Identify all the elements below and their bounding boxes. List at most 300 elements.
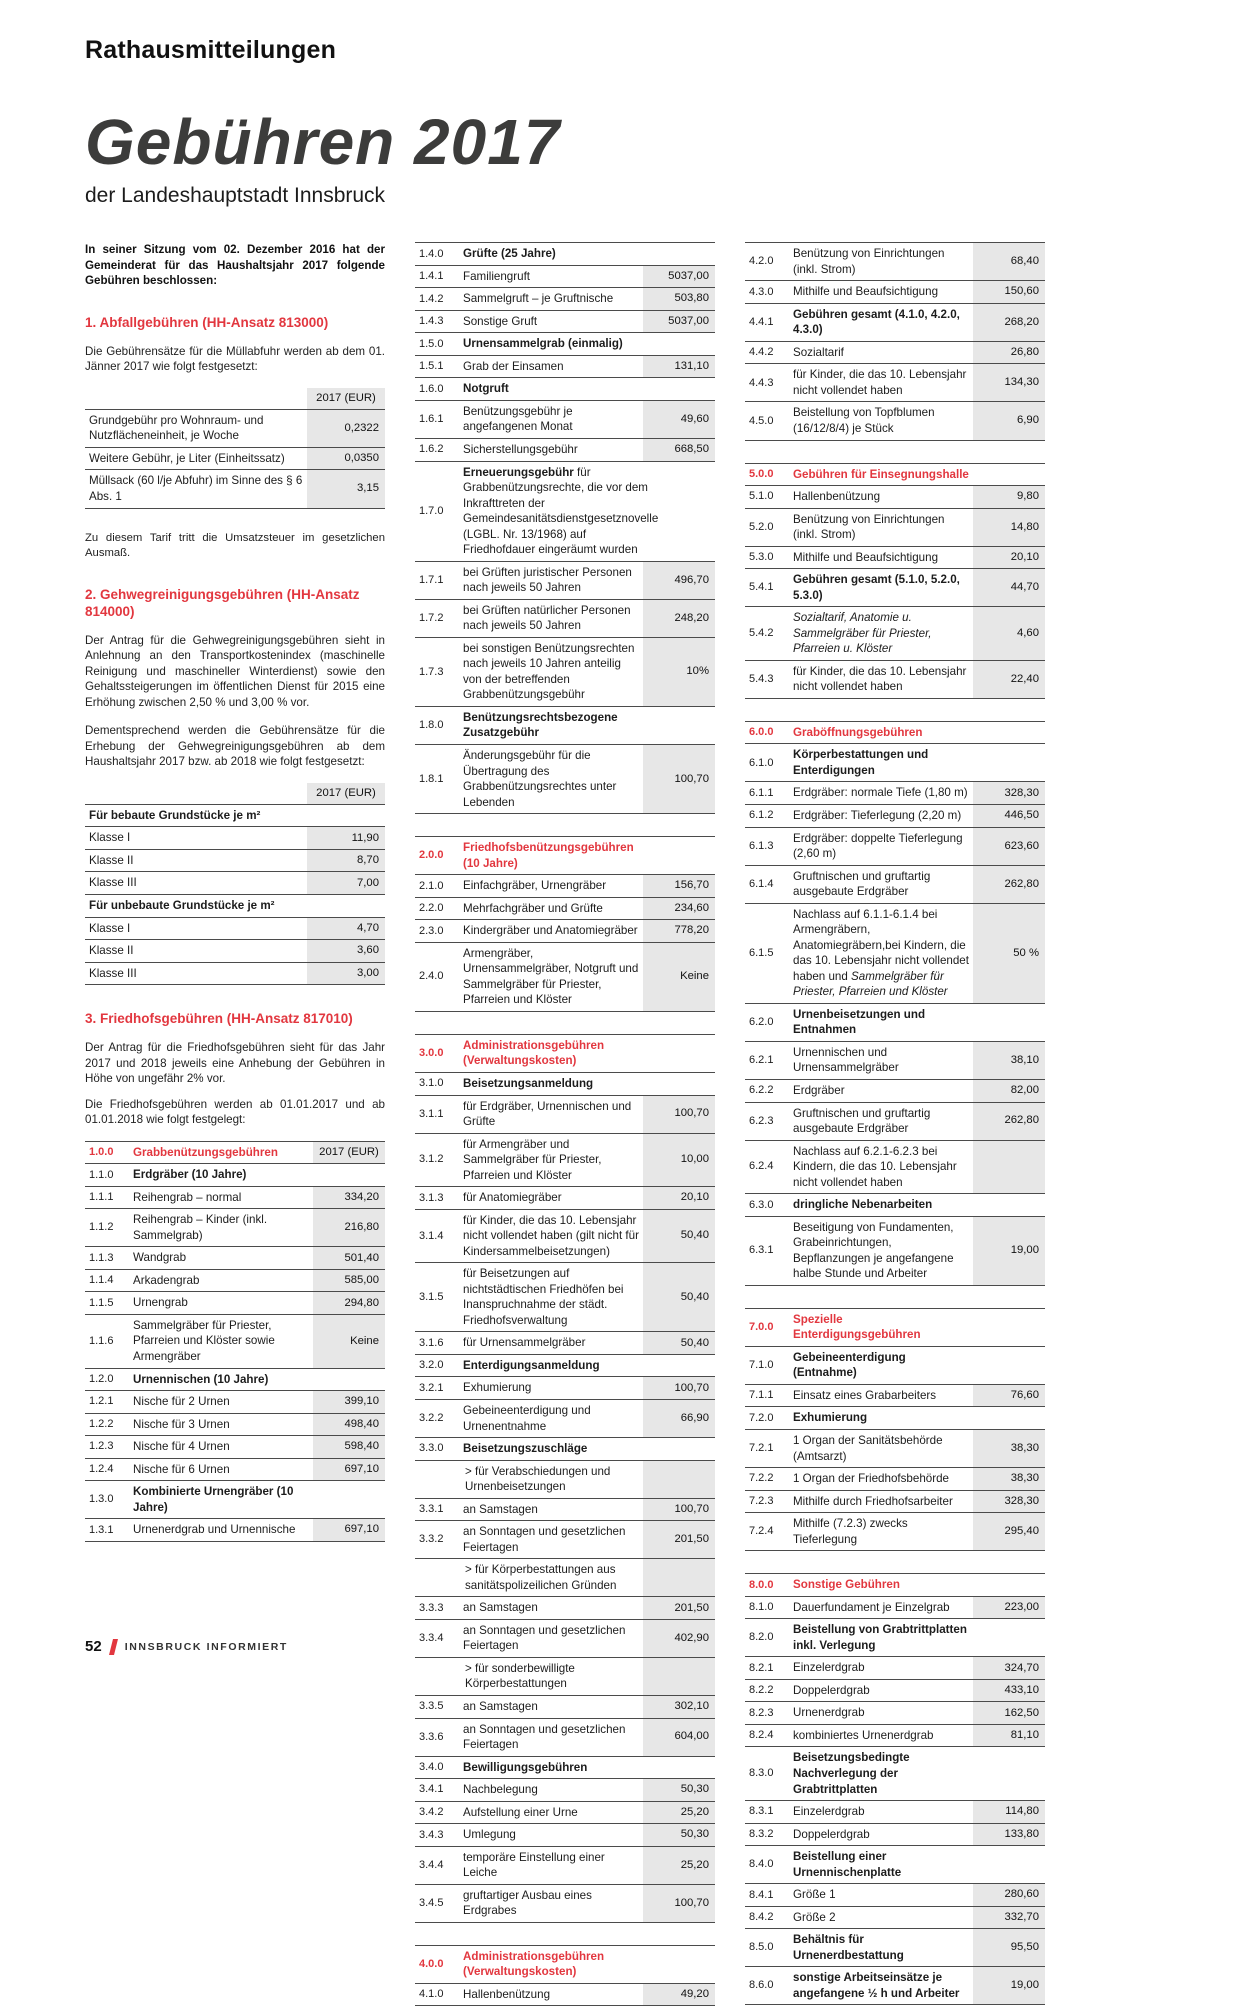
fee-label: > für sonderbewilligte Körperbestattungen: [465, 1661, 575, 1691]
fee-code: 3.1.0: [419, 1077, 444, 1090]
fee-label: Nische für 3 Urnen: [133, 1417, 230, 1431]
fee-value: [313, 1481, 385, 1518]
fee-label: Einsatz eines Grabarbeiters: [793, 1388, 937, 1402]
fee-value: [973, 744, 1045, 781]
fee-label: Reihengrab – Kinder (inkl. Sammelgrab): [133, 1213, 268, 1242]
fee-row: [745, 1103, 1045, 1141]
fee-label: für Beisetzungen auf nichtstädtischen Friedhöfen bei Inanspruchnahme der städt. Friedhofsverwaltung: [463, 1267, 624, 1327]
fee-code: 4.4.3: [749, 376, 774, 389]
fee-row: [415, 1696, 715, 1719]
umsatzsteuer-note: Zu diesem Tarif tritt die Umsatzsteuer im gesetzlichen Ausmaß.: [85, 531, 385, 559]
fee-row: [415, 745, 715, 814]
fee-row: [85, 1391, 385, 1414]
fee-code: 7.2.1: [749, 1442, 774, 1455]
fee-value: 302,10: [643, 1696, 715, 1718]
fee-value: 50,40: [643, 1332, 715, 1354]
fee-value: [643, 1035, 715, 1072]
fee-row: [415, 1438, 715, 1461]
fee-label: Beistellung einer Urnennischenplatte: [793, 1850, 902, 1879]
fee-label: Gebeineenterdigung (Entnahme): [793, 1350, 906, 1380]
fee-value: 3,60: [307, 940, 385, 962]
fee-code: 6.2.2: [749, 1084, 774, 1097]
fee-row: [745, 661, 1045, 699]
fee-value: 623,60: [973, 828, 1045, 865]
fee-row: [745, 1907, 1045, 1930]
fee-code: 1.2.0: [89, 1372, 114, 1385]
fee-label: Beisetzungsbedingte Nachverlegung der Grabtrittplatten: [793, 1751, 910, 1796]
fee-label: Weitere Gebühr, je Liter (Einheitssatz): [89, 451, 285, 465]
fee-label: Notgruft: [463, 382, 509, 396]
fee-row: [745, 281, 1045, 304]
fee-label: kombiniertes Urnenerdgrab: [793, 1728, 934, 1742]
fee-section-row: [745, 1309, 1045, 1347]
fee-section-row: [745, 722, 1045, 745]
sonstige-gebuehren-table: [745, 1573, 1045, 2005]
fee-label: Sicherstellungsgebühr: [463, 442, 578, 456]
fee-code: [415, 1559, 459, 1596]
fee-code: 1.6.1: [419, 413, 444, 426]
page-number: 52: [85, 1638, 102, 1655]
fee-value: [973, 1574, 1045, 1596]
fee-value: Keine: [313, 1315, 385, 1368]
fee-row: [745, 1468, 1045, 1491]
fee-code: 7.0.0: [749, 1320, 774, 1333]
fee-code: 3.1.5: [419, 1290, 444, 1303]
fee-row: [415, 1355, 715, 1378]
fee-value: 248,20: [643, 600, 715, 637]
fee-row: [745, 1619, 1045, 1657]
fee-row: [415, 1521, 715, 1559]
fee-code: 6.0.0: [749, 726, 774, 739]
fee-value: 585,00: [313, 1270, 385, 1292]
fee-value: 262,80: [973, 866, 1045, 903]
fee-code: 4.4.2: [749, 346, 774, 359]
fee-label: Urnensammelgrab (einmalig): [463, 337, 623, 351]
fee-code: 5.4.3: [749, 672, 774, 685]
fee-value: [643, 333, 715, 355]
fee-row: [745, 1801, 1045, 1824]
fee-row: [745, 509, 1045, 547]
fee-row: [745, 1597, 1045, 1620]
fee-label: Sonstige Gruft: [463, 314, 538, 328]
fee-row: [85, 1164, 385, 1187]
section-3-paragraph-1: Der Antrag für die Friedhofsgebühren sieht für das Jahr 2017 und 2018 jeweils eine Anhebung der Gebühren in Höhe von ungefähr 2% vor.: [85, 1041, 385, 1086]
administration-halle-table: [415, 1945, 715, 2006]
fee-value: 216,80: [313, 1209, 385, 1246]
fee-code: 3.3.3: [419, 1601, 444, 1614]
fee-value: 22,40: [973, 661, 1045, 698]
fee-label: Grabbenützungsgebühren: [133, 1145, 278, 1159]
fee-row: [85, 1247, 385, 1270]
fee-row: [415, 356, 715, 379]
fee-value: [643, 1757, 715, 1779]
fee-label: Grab der Einsamen: [463, 359, 564, 373]
fee-value: 50,30: [643, 1824, 715, 1846]
fee-label: Gebühren gesamt (4.1.0, 4.2.0, 4.3.0): [793, 307, 960, 337]
fee-row: [85, 1187, 385, 1210]
fee-label: Exhumierung: [793, 1411, 868, 1425]
fee-row: [745, 1747, 1045, 1801]
fee-label: Benützungsrechtsbezogene Zusatzgebühr: [463, 710, 618, 740]
fee-label: Nachlass auf 6.2.1-6.2.3 bei Kindern, die das 10. Lebensjahr nicht vollendet haben: [793, 1144, 957, 1189]
fee-value: 162,50: [973, 1702, 1045, 1724]
fee-row: [745, 828, 1045, 866]
fee-row: [85, 1209, 385, 1247]
magazine-name: INNSBRUCK INFORMIERT: [124, 1640, 288, 1653]
fee-label: Erdgräber (10 Jahre): [133, 1168, 247, 1182]
fee-row: [85, 470, 385, 508]
fee-code: 6.2.3: [749, 1114, 774, 1127]
fee-row: [415, 1187, 715, 1210]
fee-row: [745, 1491, 1045, 1514]
fee-row: [745, 1407, 1045, 1430]
fee-value: 223,00: [973, 1597, 1045, 1619]
fee-value: [973, 722, 1045, 744]
fee-label: für Erdgräber, Urnennischen und Grüfte: [463, 1099, 632, 1129]
fee-code: 3.3.6: [419, 1730, 444, 1743]
fee-label: gruftartiger Ausbau eines Erdgrabes: [463, 1888, 592, 1918]
fee-value: [973, 1347, 1045, 1384]
fee-row: [745, 866, 1045, 904]
masthead: Rathausmitteilungen: [85, 36, 337, 64]
fee-code: 1.6.0: [419, 382, 444, 395]
fee-value: 82,00: [973, 1080, 1045, 1102]
fee-code: 1.7.2: [419, 611, 444, 624]
fee-value: [973, 1846, 1045, 1883]
fee-label: Erdgräber: [793, 1083, 845, 1097]
fee-row: [745, 243, 1045, 281]
fee-row: [85, 895, 385, 918]
fee-value: [643, 1461, 715, 1498]
abfallgebuehren-table: [85, 388, 385, 509]
fee-code: 7.2.3: [749, 1494, 774, 1507]
fee-value: 604,00: [643, 1719, 715, 1756]
content-columns: [85, 242, 1045, 2006]
fee-row: [415, 1885, 715, 1923]
fee-code: 7.2.0: [749, 1411, 774, 1424]
fee-code: 8.2.0: [749, 1631, 774, 1644]
section-1-paragraph: Die Gebührensätze für die Müllabfuhr werden ab dem 01. Jänner 2017 wie folgt festgesetzt:: [85, 344, 385, 374]
fee-label: Nachbelegung: [463, 1783, 538, 1797]
fee-label: Administrationsgebühren (Verwaltungskosten): [463, 1038, 605, 1068]
fee-code: 1.2.3: [89, 1440, 114, 1453]
fee-label: Gebühren gesamt (5.1.0, 5.2.0, 5.3.0): [793, 573, 960, 602]
fee-row: [85, 1436, 385, 1459]
fee-label: Hallenbenützung: [793, 490, 881, 504]
fee-row: [745, 1194, 1045, 1217]
fee-label: Erdgräber: normale Tiefe (1,80 m): [793, 786, 968, 800]
fee-code: 2.4.0: [419, 970, 444, 983]
fee-label: an Samstagen: [463, 1699, 538, 1713]
fee-code: 6.1.4: [749, 877, 774, 890]
fee-code: 1.8.1: [419, 772, 444, 785]
fee-value: [973, 1619, 1045, 1656]
fee-code: 8.2.1: [749, 1661, 774, 1674]
fee-code: 6.1.0: [749, 756, 774, 769]
fee-value: 11,90: [307, 827, 385, 849]
fee-code: 1.3.1: [89, 1523, 114, 1536]
fee-row: [415, 638, 715, 707]
fee-value: 4,70: [307, 918, 385, 940]
fee-value: 68,40: [973, 243, 1045, 280]
fee-code: 3.1.2: [419, 1153, 444, 1166]
fee-code: 1.1.2: [89, 1221, 114, 1234]
fee-row: [745, 1430, 1045, 1468]
fee-code: [415, 1658, 459, 1695]
fee-code: 3.3.0: [419, 1442, 444, 1455]
fee-label: Doppelerdgrab: [793, 1683, 870, 1697]
footer-divider-icon: [109, 1639, 118, 1655]
fee-value: 6,90: [973, 402, 1045, 439]
fee-row: [415, 243, 715, 266]
fee-code: 5.0.0: [749, 467, 774, 480]
fee-row: [415, 1461, 715, 1499]
fee-label: > für Körperbestattungen aus sanitätspolizeilichen Gründen: [465, 1563, 617, 1592]
fee-value: 10,00: [643, 1134, 715, 1187]
fee-row: [415, 1757, 715, 1780]
fee-value: 19,00: [973, 1967, 1045, 2004]
fee-label: Administrationsgebühren (Verwaltungskosten): [463, 1949, 605, 1979]
fee-value: 114,80: [973, 1801, 1045, 1823]
fee-label: Umlegung: [463, 1828, 516, 1842]
fee-row: [745, 1702, 1045, 1725]
fee-code: 6.3.1: [749, 1244, 774, 1257]
fee-row: [415, 333, 715, 356]
fee-value: [973, 1004, 1045, 1041]
fee-row: [745, 744, 1045, 782]
fee-label: 1 Organ der Friedhofsbehörde: [793, 1472, 949, 1486]
fee-code: 2.2.0: [419, 902, 444, 915]
fee-value: [973, 1309, 1045, 1346]
intro-paragraph: In seiner Sitzung vom 02. Dezember 2016 hat der Gemeinderat für das Haushaltsjahr 2017 folgende Gebühren beschlossen:: [85, 243, 385, 288]
fee-value: 44,70: [973, 569, 1045, 606]
fee-row: [745, 805, 1045, 828]
fee-code: 8.2.2: [749, 1684, 774, 1697]
fee-label: für Kinder, die das 10. Lebensjahr nicht vollendet haben (gilt nicht für Kindersammelbeisetzungen): [463, 1213, 639, 1258]
fee-label: Nische für 4 Urnen: [133, 1440, 230, 1454]
fee-code: 1.4.3: [419, 315, 444, 328]
fee-value: [313, 1164, 385, 1186]
enterdigung-table: [745, 1308, 1045, 1551]
section-2-paragraph-2: Dementsprechend werden die Gebührensätze für die Erhebung der Gehwegreinigungsgebühren ab dem Haushaltsjahr 2017 bzw. ab 2018 wie folgt festgesetzt:: [85, 724, 385, 769]
fee-code: 3.4.2: [419, 1806, 444, 1819]
fee-label: bei Grüften juristischer Personen nach jeweils 50 Jahren: [463, 565, 632, 595]
fee-code: 3.2.0: [419, 1359, 444, 1372]
fee-label: Mithilfe und Beaufsichtigung: [793, 285, 939, 299]
fee-code: 3.3.2: [419, 1533, 444, 1546]
fee-label: an Sonntagen und gesetzlichen Feiertagen: [463, 1623, 626, 1653]
fee-value: 10%: [643, 638, 715, 706]
fee-label: Armengräber, Urnensammelgräber, Notgruft und Sammelgräber für Priester, Pfarreien und Klöster: [463, 946, 639, 1007]
fee-row: [415, 707, 715, 745]
fee-label: Klasse II: [89, 944, 134, 958]
fee-row: [745, 1141, 1045, 1195]
fee-code: 8.6.0: [749, 1979, 774, 1992]
fee-label: Kindergräber und Anatomiegräber: [463, 924, 638, 938]
fee-value: [973, 1407, 1045, 1429]
fee-value: 0,0350: [307, 448, 385, 470]
fee-label: Nische für 2 Urnen: [133, 1395, 230, 1409]
fee-value: 150,60: [973, 281, 1045, 303]
fee-label: Enterdigungsanmeldung: [463, 1358, 600, 1372]
fee-code: 8.3.0: [749, 1767, 774, 1780]
fee-label: Urnennischen und Urnensammelgräber: [793, 1045, 899, 1075]
fee-label: Einzelerdgrab: [793, 1661, 865, 1675]
fee-label: Arkadengrab: [133, 1273, 200, 1287]
fee-code: 5.2.0: [749, 520, 774, 533]
fee-label: Grüfte (25 Jahre): [463, 247, 556, 261]
fee-section-row: [415, 837, 715, 875]
fee-code: 1.6.2: [419, 443, 444, 456]
fee-value: 25,20: [643, 1847, 715, 1884]
fee-row: [415, 1620, 715, 1658]
fee-value: [973, 1747, 1045, 1800]
fee-code: 6.1.2: [749, 809, 774, 822]
fee-code: 1.0.0: [89, 1146, 114, 1159]
fee-value: 697,10: [313, 1519, 385, 1541]
fee-value: 50,40: [643, 1210, 715, 1263]
fee-label: Änderungsgebühr für die Übertragung des Grabbenützungsrechtes unter Lebenden: [463, 749, 617, 809]
fee-label: [85, 388, 307, 409]
fee-code: 3.1.1: [419, 1107, 444, 1120]
fee-code: 8.0.0: [749, 1578, 774, 1591]
fee-label: Einzelerdgrab: [793, 1805, 865, 1819]
fee-code: 8.3.2: [749, 1827, 774, 1840]
fee-label: Exhumierung: [463, 1381, 532, 1395]
fee-row: [415, 288, 715, 311]
halle-fortsetzung-table: [745, 242, 1045, 440]
fee-value: 598,40: [313, 1436, 385, 1458]
graboeffnung-table: [745, 721, 1045, 1286]
fee-row: [415, 1134, 715, 1188]
fee-value: [643, 1355, 715, 1377]
fee-code: 6.1.3: [749, 839, 774, 852]
fee-value: 7,00: [307, 872, 385, 894]
fee-label: Klasse I: [89, 831, 131, 845]
fee-value: [643, 1073, 715, 1095]
fee-label: Mithilfe durch Friedhofsarbeiter: [793, 1494, 953, 1508]
fee-code: 6.2.1: [749, 1054, 774, 1067]
fee-label: Beseitigung von Fundamenten, Grabeinrichtungen, Bepflanzungen je angefangene halbe Stunde und Arbeiter: [793, 1220, 954, 1281]
fee-label: Sozialtarif: [793, 345, 844, 359]
fee-value: 49,20: [643, 1984, 715, 2006]
fee-label: Beisetzungszuschläge: [463, 1442, 588, 1456]
fee-code: 1.1.6: [89, 1334, 114, 1347]
fee-code: 3.2.2: [419, 1412, 444, 1425]
fee-value: 50,40: [643, 1263, 715, 1331]
fee-value: 280,60: [973, 1884, 1045, 1906]
fee-row: [415, 1332, 715, 1355]
einsegnungshalle-table: [745, 463, 1045, 699]
fee-code: 6.2.4: [749, 1160, 774, 1173]
fee-label: Familiengruft: [463, 269, 531, 283]
fee-code: 3.4.4: [419, 1858, 444, 1871]
fee-value: 3,15: [307, 470, 385, 507]
fee-row: [745, 607, 1045, 661]
fee-label: Klasse II: [89, 853, 134, 867]
fee-code: 6.3.0: [749, 1198, 774, 1211]
fee-label: [85, 783, 307, 804]
fee-label: > für Verabschiedungen und Urnenbeisetzungen: [465, 1464, 611, 1494]
fee-code: 1.7.1: [419, 573, 444, 586]
page-subtitle: der Landeshauptstadt Innsbruck: [85, 184, 386, 208]
fee-row: [745, 1824, 1045, 1847]
fee-value: [973, 1194, 1045, 1216]
fee-row: [745, 1385, 1045, 1408]
document-page: [85, 36, 1045, 2006]
fee-value: 697,10: [313, 1459, 385, 1481]
fee-code: 5.4.2: [749, 627, 774, 640]
fee-row: [85, 448, 385, 471]
section-3-paragraph-2: Die Friedhofsgebühren werden ab 01.01.2017 und ab 01.01.2018 wie folgt festgelegt:: [85, 1097, 385, 1127]
fee-label: Benützungsgebühr je angefangenen Monat: [463, 404, 573, 434]
fee-row: [415, 562, 715, 600]
fee-code: 1.1.1: [89, 1191, 114, 1204]
fee-row: [415, 1210, 715, 1264]
fee-row: [745, 547, 1045, 570]
fee-value: 334,20: [313, 1187, 385, 1209]
fee-value: [643, 1658, 715, 1695]
fee-row: [85, 1459, 385, 1482]
fee-value: 268,20: [973, 304, 1045, 341]
fee-label: Gebühren für Einsegnungshalle: [793, 467, 969, 481]
fee-row: [415, 1096, 715, 1134]
fee-value: 9,80: [973, 486, 1045, 508]
fee-code: 3.2.1: [419, 1381, 444, 1394]
fee-label: dringliche Nebenarbeiten: [793, 1198, 933, 1212]
fee-label: Für bebaute Grundstücke je m²: [89, 808, 261, 822]
fee-code: 7.1.0: [749, 1359, 774, 1372]
fee-row: [85, 1414, 385, 1437]
fee-value: 95,50: [973, 1929, 1045, 1966]
fee-row: [85, 827, 385, 850]
fee-code: 8.2.3: [749, 1706, 774, 1719]
fee-label: Beistellung von Grabtrittplatten inkl. Verlegung: [793, 1623, 967, 1652]
fee-value: 294,80: [313, 1292, 385, 1314]
fee-code: 6.1.1: [749, 786, 774, 799]
fee-label: an Sonntagen und gesetzlichen Feiertagen: [463, 1722, 626, 1752]
fee-code: 1.4.0: [419, 247, 444, 260]
fee-row: [415, 600, 715, 638]
fee-row: [85, 1315, 385, 1369]
fee-row: [745, 364, 1045, 402]
fee-row: [745, 1657, 1045, 1680]
fee-row: [745, 1004, 1045, 1042]
fee-row: [745, 1967, 1045, 2005]
fee-code: 5.4.1: [749, 581, 774, 594]
fee-label: Sammelgruft – je Gruftnische: [463, 292, 614, 306]
fee-code: 8.4.1: [749, 1888, 774, 1901]
section-2-heading: 2. Gehwegreinigungsgebühren (HH-Ansatz 814000): [85, 586, 360, 619]
fee-label: Gebeineenterdigung und Urnenentnahme: [463, 1404, 591, 1433]
fee-row: [415, 1597, 715, 1620]
fee-row: [415, 1499, 715, 1522]
fee-code: 1.5.0: [419, 337, 444, 350]
fee-label: für Kinder, die das 10. Lebensjahr nicht vollendet haben: [793, 664, 967, 694]
fee-section-row: [745, 464, 1045, 487]
fee-label: Reihengrab – normal: [133, 1190, 242, 1204]
fee-value: 778,20: [643, 920, 715, 942]
fee-label: Klasse III: [89, 876, 137, 890]
fee-label: Sammelgräber für Priester, Pfarreien und Klöster sowie Armengräber: [133, 1318, 275, 1363]
fee-value: 201,50: [643, 1597, 715, 1619]
fee-value: 2017 (EUR): [307, 783, 385, 804]
fee-value: 81,10: [973, 1725, 1045, 1747]
fee-value: 295,40: [973, 1513, 1045, 1550]
fee-row: [415, 1559, 715, 1597]
fee-label: für Urnensammelgräber: [463, 1336, 586, 1350]
fee-row: [85, 850, 385, 873]
